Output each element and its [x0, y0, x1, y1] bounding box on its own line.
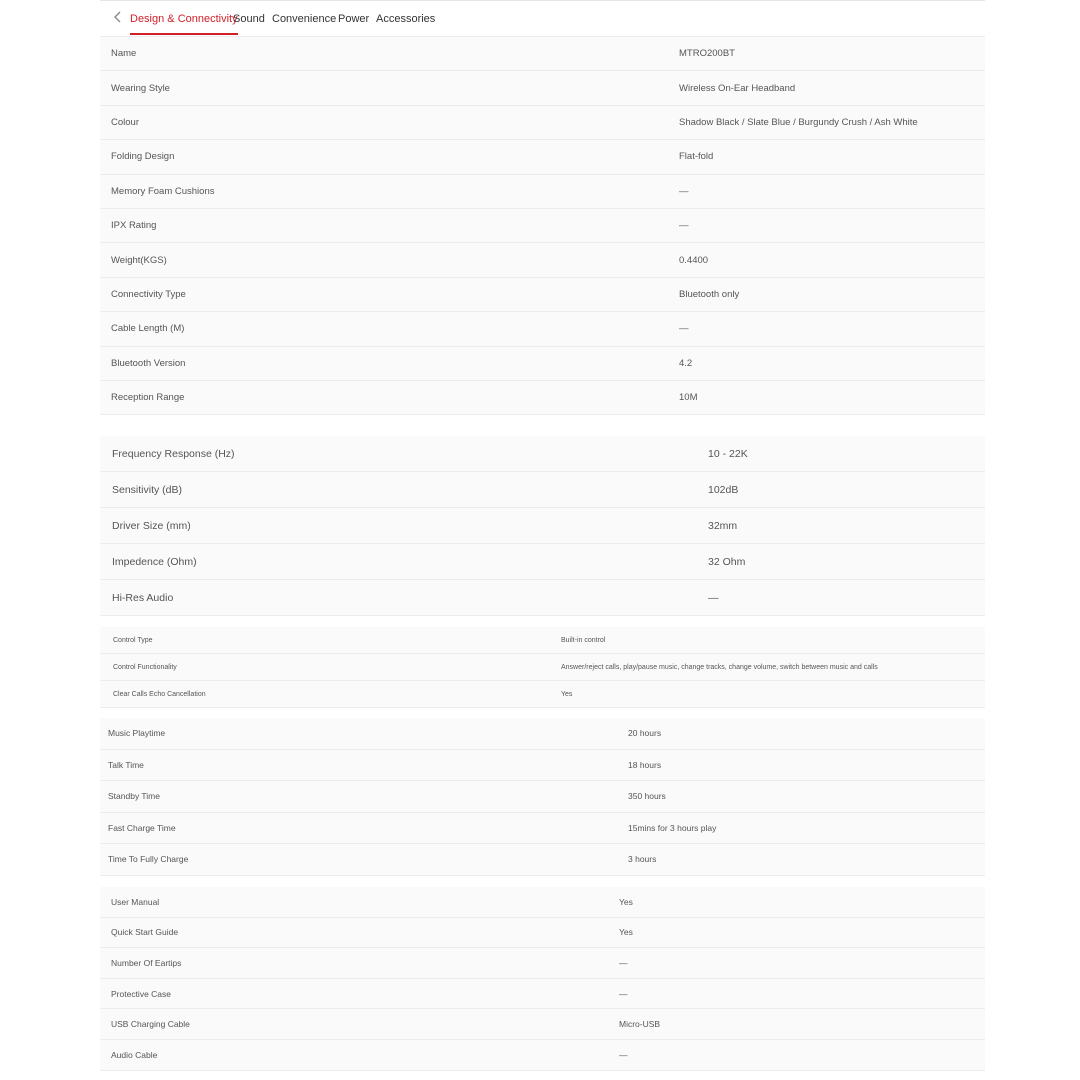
spec-value: Wireless On-Ear Headband — [679, 82, 796, 94]
spec-label: Music Playtime — [108, 728, 166, 739]
spec-value: Yes — [561, 690, 573, 698]
sound-spec-row — [100, 508, 985, 544]
spec-value: 350 hours — [628, 791, 666, 802]
accessories-spec-row — [100, 1040, 985, 1071]
spec-label: Time To Fully Charge — [108, 854, 189, 865]
tab-accessories[interactable]: Accessories — [376, 13, 436, 25]
tab-power[interactable]: Power — [338, 13, 370, 25]
spec-value: — — [679, 185, 689, 197]
convenience-spec-row — [100, 654, 985, 681]
design-spec-row — [100, 243, 985, 277]
spec-value: 18 hours — [628, 759, 662, 770]
spec-label: Standby Time — [108, 791, 160, 802]
spec-label: Number Of Eartips — [111, 957, 182, 968]
spec-value: 20 hours — [628, 728, 662, 739]
accessories-spec-row — [100, 918, 985, 949]
tab-design-connectivity[interactable]: Design & Connectivity — [130, 13, 238, 25]
spec-value: Yes — [619, 896, 633, 907]
accessories-spec-row — [100, 887, 985, 918]
spec-label: Cable Length (M) — [111, 323, 185, 335]
spec-value: Shadow Black / Slate Blue / Burgundy Crush / Ash White — [679, 116, 918, 128]
spec-label: Audio Cable — [111, 1049, 158, 1060]
spec-label: Memory Foam Cushions — [111, 185, 215, 197]
spec-value: Answer/reject calls, play/pause music, change tracks, change volume, switch between music and calls — [561, 663, 878, 671]
tab-bar — [100, 1, 985, 37]
back-chevron-icon[interactable] — [110, 9, 126, 25]
design-spec-row — [100, 347, 985, 381]
spec-value: 0.4400 — [679, 254, 709, 266]
spec-label: IPX Rating — [111, 220, 157, 232]
design-spec-row — [100, 209, 985, 243]
power-spec-row — [100, 750, 985, 782]
spec-value: — — [619, 957, 628, 968]
spec-label: Control Type — [113, 636, 153, 644]
spec-value: 10 - 22K — [708, 447, 748, 460]
accessories-spec-row — [100, 1009, 985, 1040]
spec-value: 32mm — [708, 519, 738, 532]
spec-label: Name — [111, 48, 137, 60]
spec-label: Fast Charge Time — [108, 822, 176, 833]
power-spec-row — [100, 844, 985, 876]
spec-label: Protective Case — [111, 988, 171, 999]
spec-label: Colour — [111, 116, 139, 128]
spec-value: Yes — [619, 927, 633, 938]
spec-label: Impedence (Ohm) — [112, 555, 197, 568]
spec-label: Connectivity Type — [111, 288, 186, 300]
spec-value: 4.2 — [679, 357, 693, 369]
spec-value: 10M — [679, 392, 698, 404]
spec-label: Folding Design — [111, 151, 175, 163]
design-spec-row — [100, 381, 985, 415]
spec-label: Reception Range — [111, 392, 185, 404]
tab-convenience[interactable]: Convenience — [272, 13, 337, 25]
power-section — [100, 718, 985, 876]
spec-label: User Manual — [111, 896, 160, 907]
convenience-spec-row — [100, 627, 985, 654]
power-spec-row — [100, 813, 985, 845]
spec-value: — — [679, 220, 689, 232]
convenience-section — [100, 627, 985, 708]
spec-value: MTRO200BT — [679, 48, 735, 60]
spec-value: — — [619, 988, 628, 999]
convenience-spec-row — [100, 681, 985, 708]
spec-value: Built-in control — [561, 636, 606, 644]
accessories-section — [100, 887, 985, 1071]
accessories-spec-row — [100, 948, 985, 979]
sound-spec-row — [100, 544, 985, 580]
spec-value: — — [679, 323, 689, 335]
spec-value: 15mins for 3 hours play — [628, 822, 717, 833]
spec-value: Bluetooth only — [679, 288, 740, 300]
spec-value: Micro-USB — [619, 1019, 661, 1030]
spec-value: 3 hours — [628, 854, 657, 865]
spec-label: Clear Calls Echo Cancellation — [113, 690, 206, 698]
spec-label: USB Charging Cable — [111, 1019, 190, 1030]
spec-value: 102dB — [708, 483, 739, 496]
design-spec-row — [100, 312, 985, 346]
spec-value: — — [619, 1049, 628, 1060]
spec-label: Sensitivity (dB) — [112, 483, 183, 496]
sound-spec-row — [100, 472, 985, 508]
spec-label: Talk Time — [108, 759, 144, 770]
spec-label: Wearing Style — [111, 82, 170, 94]
spec-label: Quick Start Guide — [111, 927, 179, 938]
spec-label: Bluetooth Version — [111, 357, 186, 369]
spec-label: Weight(KGS) — [111, 254, 167, 266]
sound-section — [100, 436, 985, 616]
design-spec-row — [100, 140, 985, 174]
spec-value: — — [708, 591, 719, 604]
sound-spec-row — [100, 580, 985, 616]
design-spec-row — [100, 278, 985, 312]
accessories-spec-row — [100, 979, 985, 1010]
spec-label: Control Functionality — [113, 663, 177, 671]
power-spec-row — [100, 781, 985, 813]
design-spec-row — [100, 175, 985, 209]
spec-label: Driver Size (mm) — [112, 519, 191, 532]
design-spec-row — [100, 37, 985, 71]
tab-sound[interactable]: Sound — [233, 13, 265, 25]
design-spec-row — [100, 106, 985, 140]
design-connectivity-section — [100, 37, 985, 415]
spec-label: Frequency Response (Hz) — [112, 447, 235, 460]
sound-spec-row — [100, 436, 985, 472]
design-spec-row — [100, 71, 985, 105]
spec-value: 32 Ohm — [708, 555, 746, 568]
spec-label: Hi-Res Audio — [112, 591, 174, 604]
spec-value: Flat-fold — [679, 151, 714, 163]
power-spec-row — [100, 718, 985, 750]
